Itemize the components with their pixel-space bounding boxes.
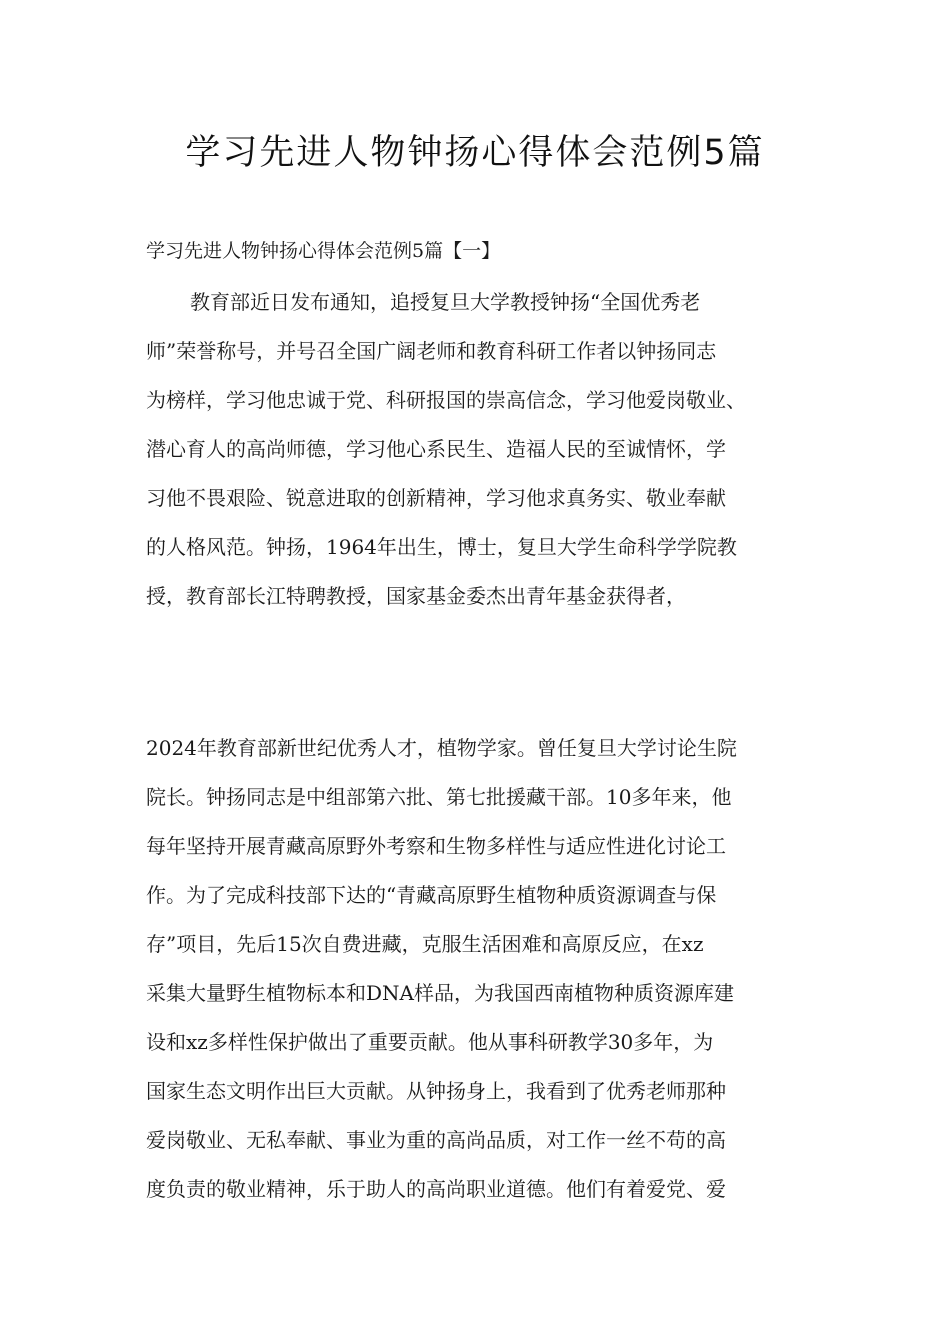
section-heading: 学习先进人物钟扬心得体会范例5篇【一】 [146,240,501,262]
paragraph-line: 作。为了完成科技部下达的“青藏高原野生植物种质资源调查与保 [146,883,717,907]
paragraph-line: 授，教育部长江特聘教授，国家基金委杰出青年基金获得者， [146,584,686,608]
paragraph-line: 2024年教育部新世纪优秀人才，植物学家。曾任复旦大学讨论生院 [146,736,737,760]
paragraph-line: 为榜样，学习他忠诚于党、科研报国的崇高信念，学习他爱岗敬业、 [146,388,746,412]
paragraph-line: 潜心育人的高尚师德，学习他心系民生、造福人民的至诚情怀，学 [146,437,726,461]
paragraph-line: 每年坚持开展青藏高原野外考察和生物多样性与适应性进化讨论工 [146,834,726,858]
paragraph-line: 习他不畏艰险、锐意进取的创新精神，学习他求真务实、敬业奉献 [146,486,726,510]
paragraph-line: 的人格风范。钟扬，1964年出生，博士，复旦大学生命科学学院教 [146,535,737,559]
paragraph-line: 爱岗敬业、无私奉献、事业为重的高尚品质，对工作一丝不苟的高 [146,1128,726,1152]
paragraph-line: 采集大量野生植物标本和DNA样品，为我国西南植物种质资源库建 [146,981,734,1005]
paragraph-line: 教育部近日发布通知，追授复旦大学教授钟扬“全国优秀老 [190,290,701,314]
paragraph-line: 院长。钟扬同志是中组部第六批、第七批援藏干部。10多年来，他 [146,785,732,809]
paragraph-line: 存”项目，先后15次自费进藏，克服生活困难和高原反应，在xz [146,932,704,956]
paragraph-line: 国家生态文明作出巨大贡献。从钟扬身上，我看到了优秀老师那种 [146,1079,726,1103]
document-title: 学习先进人物钟扬心得体会范例5篇 [185,133,765,173]
paragraph-line: 设和xz多样性保护做出了重要贡献。他从事科研教学30多年，为 [146,1030,714,1054]
paragraph-line: 度负责的敬业精神，乐于助人的高尚职业道德。他们有着爱党、爱 [146,1177,726,1201]
paragraph-line: 师”荣誉称号，并号召全国广阔老师和教育科研工作者以钟扬同志 [146,339,717,363]
